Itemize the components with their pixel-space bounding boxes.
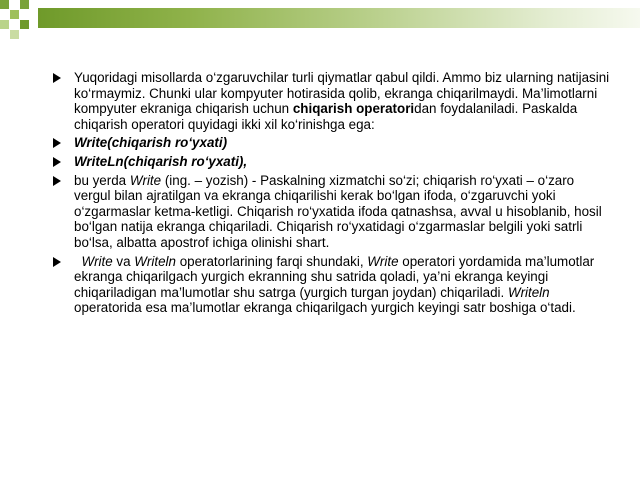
triangle-bullet-icon [53, 176, 61, 186]
triangle-bullet-icon [53, 138, 61, 148]
green-corner-square [10, 30, 19, 39]
bullet-item: WriteLn(chiqarish ro‘yxati), [50, 154, 610, 170]
triangle-bullet-icon [53, 157, 61, 167]
slide-content [50, 70, 610, 319]
green-corner-square [10, 10, 19, 19]
bullet-item: Write(chiqarish ro‘yxati) [50, 135, 610, 151]
green-gradient-band [38, 8, 640, 28]
header-decoration [0, 0, 640, 40]
triangle-bullet-icon [53, 257, 61, 267]
green-corner-square [0, 0, 9, 9]
triangle-bullet-icon [53, 73, 61, 83]
bullet-item: Write va Writeln operatorlarining farqi shundaki, Write operatori yordamida ma’lumotlar ekranga chiqarilgach yurgich ekranning shu satrida qoladi, ya’ni ekranga keyingi chiqariladigan ma’lumotlar shu satrga (yurgich turgan joydan) chiqariladi. Writeln operatorida esa ma’lumotlar ekranga chiqarilgach yurgich keyingi satr boshiga o‘tadi. [50, 254, 610, 316]
green-corner-square [20, 20, 29, 29]
bullet-item: bu yerda Write (ing. – yozish) - Paskalning xizmatchi so‘zi; chiqarish ro‘yxati – o‘zaro vergul bilan ajratilgan va ekranga chiqarilishi kerak bo‘lgan ifoda, o‘zgaruvchi yoki o‘zgarmaslar ketma-ketligi. Chiqarish ro‘yxatida ifoda qatnashsa, avval u hisoblanib, hosil bo‘lgan natija ekranga chiqariladi. Chiqarish ro‘yxatidagi o‘zgarmaslar belgili yoki satrli bo‘lsa, albatta apostrof ichiga olinishi shart. [50, 173, 610, 251]
green-corner-square [20, 0, 29, 9]
green-corner-square [0, 20, 9, 29]
bullet-item: Yuqoridagi misollarda o‘zgaruvchilar turli qiymatlar qabul qildi. Ammo biz ularning natijasini ko‘rmaymiz. Chunki ular kompyuter hotirasida qolib, ekranga chiqarilmaydi. Ma’limotlarni kompyuter ekraniga chiqarish uchun chiqarish operatoridan foydalaniladi. Paskalda chiqarish operatori quyidagi ikki xil ko‘rinishga ega: [50, 70, 610, 132]
